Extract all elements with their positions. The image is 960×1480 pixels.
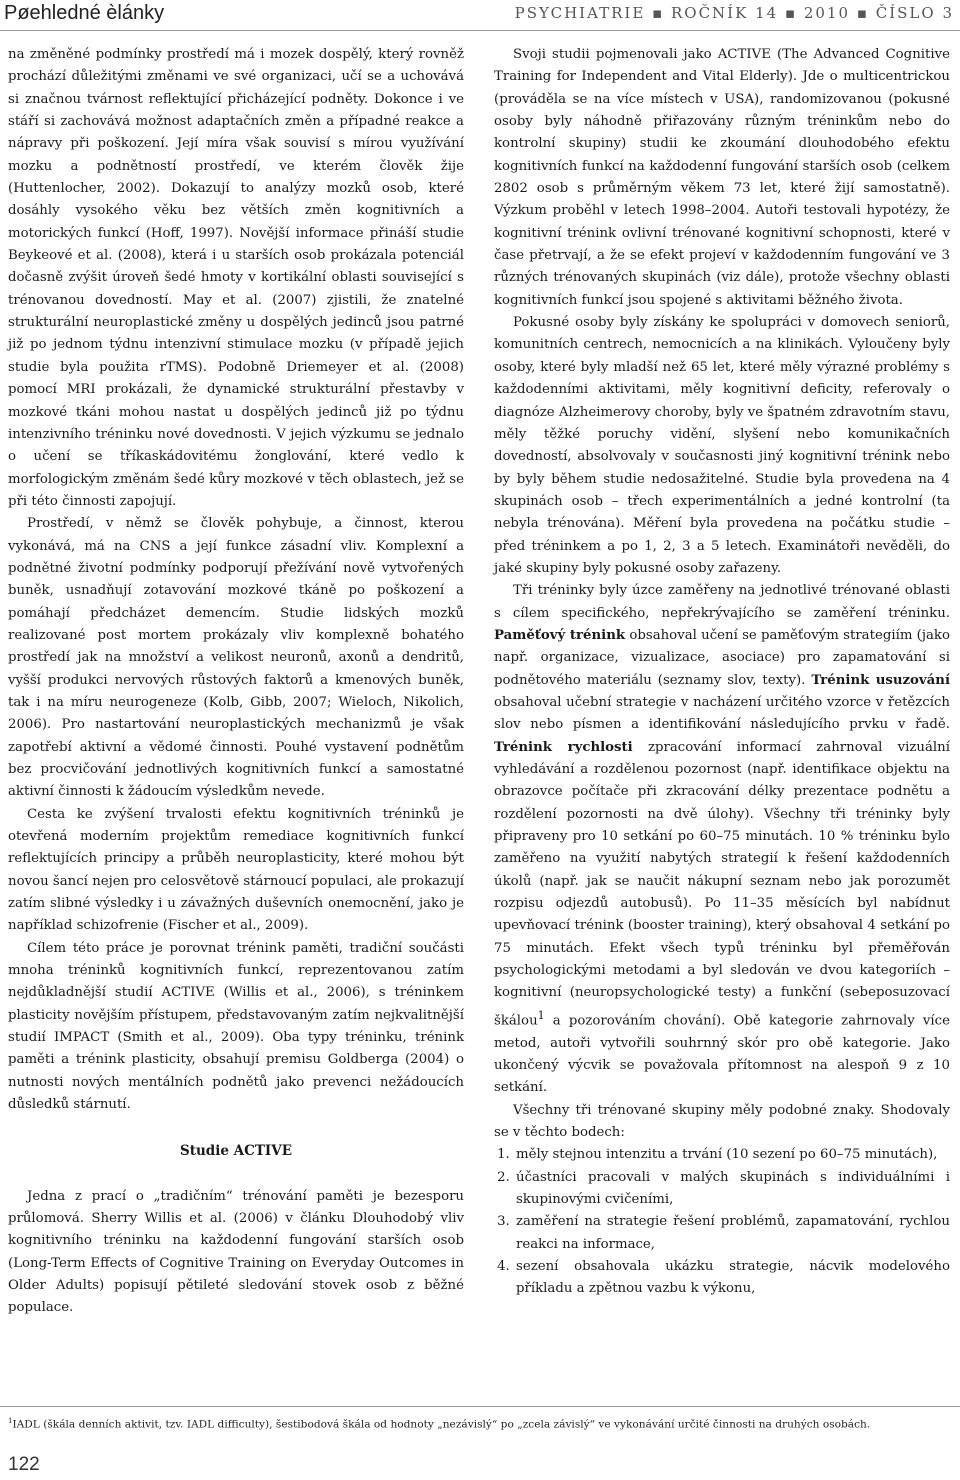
bold-term-reasoning-training: Trénink usuzování xyxy=(811,672,950,688)
page-number: 122 xyxy=(8,1454,40,1475)
right-paragraph-1: Svoji studii pojmenovali jako ACTIVE (The Advanced Cognitive Training for Independent and Vital Elderly). Jde o multicentrickou (prováděla se na více místech v USA), randomizovanou (pokusné osoby byly náhodně přiřazovány různým tréninkům nebo do kontrolní skupiny) studii ke zkoumání dlouhodobého efektu kognitivních funkcí na každodenní fungování starších osob (celkem 2802 osob s průměrným věkem 73 let, které žijí samostatně). Výzkum proběhl v letech 1998–2004. Autoři testovali hypotézy, že kognitivní trénink ovlivní trénované kognitivní schopnosti, které v čase přetrvají, a že se efekt projeví v každodenním fungování ve 3 různých trénovaných skupinách (viz dále), protože všechny oblasti kognitivních funkcí jsou spojené s aktivitami běžného života. xyxy=(494,47,950,308)
left-paragraph-2: Prostředí, v němž se člověk pohybuje, a činnost, kterou vykonává, má na CNS a její funkce zásadní vliv. Komplexní a podnětné životní podmínky podporují přežívání nově vytvořených buněk, usnadňují zotavování mozkové tkáně po poškození a pomáhají předcházet demencím. Studie lidských mozků realizované post mortem prokázaly vliv komplexně bohatého prostředí jak na množství a velikost neuronů, axonů a dendritů, vyšší produkci nervových růstových faktorů a kmenových buněk, tak i na míru neurogeneze (Kolb, Gibb, 2007; Wieloch, Nikolich, 2006). Pro nastartování neuroplastických mechanizmů je však zapotřebí aktivní a vědomé činnosti. Pouhé vystavení podnětům bez procvičování jednotlivých kognitivních funkcí a samostatné aktivní činnosti k žádoucím výsledkům nevede. xyxy=(8,516,464,800)
footnote xyxy=(8,1417,870,1431)
section-title: Pøehledné èlánky xyxy=(4,2,165,24)
text-span: obsahoval učební strategie v nacházení určitého vzorce v řetězcích slov nebo písmen a identifikování následujícího prvku v řadě. xyxy=(494,694,950,733)
left-paragraph-4: Cílem této práce je porovnat trénink paměti, tradiční součásti mnoha tréninků kognitivních funkcí, reprezentovanou zatím nejdůkladnější studií ACTIVE (Willis et al., 2006), s tréninkem plasticity novějším přístupem, představovaným zatím nejkvalitnější studií IMPACT (Smith et al., 2009). Oba typy tréninku, trénink paměti a trénink plasticity, obsahují premisu Goldberga (2004) o nutnosti nových mentálních podnětů jako prevenci nežádoucích důsledků stárnutí. xyxy=(8,940,464,1113)
list-item: 2. účastníci pracovali v malých skupinách s individuálními i skupinovými cvičeními, xyxy=(514,1167,950,1212)
footnote-marker: 1 xyxy=(537,1008,545,1022)
journal-info: PSYCHIATRIE ▪ ROČNÍK 14 ▪ 2010 ▪ ČÍSLO 3 xyxy=(514,4,954,22)
section-heading-active: Studie ACTIVE xyxy=(179,1142,292,1159)
footnote-divider xyxy=(0,1406,960,1407)
footnote-number: 1 xyxy=(8,1417,13,1425)
right-column xyxy=(494,44,950,1301)
right-paragraph-2: Pokusné osoby byly získány ke spolupráci v domovech seniorů, komunitních centrech, nemocnicích a na klinikách. Vyloučeny byly osoby, které byly mladší než 65 let, které měly výrazné problémy s každodenními aktivitami, měly kognitivní deficity, referovaly o diagnóze Alzheimerovy choroby, byly ve špatném zdravotním stavu, měly těžké poruchy vidění, slyšení nebo komunikačních dovedností, absolvovaly v současnosti jiný kognitivní trénink nebo by byly během studie nedosažitelné. Studie byla provedena na 4 skupinách osob – třech experimentálních a jedné kontrolní (ta nebyla trénována). Měření byla provedena na počátku studie – před tréninkem a po 1, 2, 3 a 5 letech. Examinátoři nevěděli, do jaké skupiny byly pokusné osoby zařazeny. xyxy=(494,315,950,576)
list-item: 4. sezení obsahovala ukázku strategie, nácvik modelového příkladu a zpětnou vazbu k výkonu, xyxy=(514,1256,950,1301)
right-paragraph-3 xyxy=(494,580,950,1099)
left-paragraph-5: Jedna z prací o „tradičním“ trénování paměti je bezesporu průlomová. Sherry Willis et al. (2006) v článku Dlouhodobý vliv kognitivního tréninku na každodenní fungování starších osob (Long-Term Effects of Cognitive Training on Everyday Outcomes in Older Adults) popisují pětileté sledování stovek osob z běžné populace. xyxy=(8,1188,464,1316)
right-paragraph-4: Všechny tři trénované skupiny měly podobné znaky. Shodovaly se v těchto bodech: xyxy=(494,1102,950,1140)
left-paragraph-1: na změněné podmínky prostředí má i mozek dospělý, který rovněž prochází důležitými změnami ve své organizaci, učí se a uchovává si značnou tvárnost reflektující přicházející podněty. Dokonce i ve stáří si zachovává možnost adaptačních změn a případné reakce a nápravy při poškození. Její míra však souvisí s mírou využívání mozku a podnětností prostředí, ve kterém člověk žije (Huttenlocher, 2002). Dokazují to analýzy mozků osob, které dosáhly vysokého věku bez větších změn kognitivních a motorických funkcí (Hoff, 1997). Novější informace přináší studie Beykeové et al. (2008), která i u starších osob prokázala potenciál dočasně zvýšit úroveň šedé hmoty v kortikální oblasti související s trénovanou dovedností. May et al. (2007) zjistili, že znatelné strukturální neuroplastické změny u dospělých jedinců jsou patrné již po jednom týdnu intenzivní stimulace mozku (v případě jejich studie byla použita rTMS). Podobně Driemeyer et al. (2008) pomocí MRI prokázali, že dynamické strukturální přestavby v mozkové tkáni mohou nastat u dospělých jedinců již po týdnu intenzivního tréninku nové dovednosti. V jejich výzkumu se jednalo o učení se tříkaskádovitému žonglování, které vedlo k morfologickým změnám šedé kůry mozkové v těch oblastech, jež se při této činnosti zapojují. xyxy=(8,47,464,509)
left-column xyxy=(8,44,464,1320)
footnote-text: IADL (škála denních aktivit, tzv. IADL difficulty), šestibodová škála od hodnoty „nezávislý“ po „zcela závislý“ ve vykonávání určité činnosti na druhých osobách. xyxy=(12,1418,871,1431)
list-item: 3. zaměření na strategie řešení problémů, zapamatování, rychlou reakci na informace, xyxy=(514,1211,950,1256)
list-item: 1. měly stejnou intenzitu a trvání (10 sezení po 60–75 minutách), xyxy=(514,1144,950,1166)
bold-term-speed-training: Trénink rychlosti xyxy=(494,739,633,755)
text-span: obsahoval učení se paměťovým strategiím (jako např. organizace, vizualizace, asociace) pro zapamatování si podnětového materiálu (seznamy slov, texty). xyxy=(494,627,950,688)
features-list xyxy=(494,1144,950,1300)
text-span: a pozorováním chování). Obě kategorie zahrnovaly více metod, autoři vytvořili souhrnný skór pro obě kategorie. Jako ukončený výcvik se považovala přítomnost na alespoň 9 z 10 setkání. xyxy=(494,1013,950,1096)
left-paragraph-3: Cesta ke zvýšení trvalosti efektu kognitivních tréninků je otevřená moderním projektům remediace kognitivních funkcí reflektujících principy a průběh neuroplasticity, které mohou být novou šancí nejen pro celosvětově stárnoucí populaci, ale prokazují zatím slibné výsledky i u závažných duševních onemocnění, jako je například schizofrenie (Fischer et al., 2009). xyxy=(8,806,464,934)
page-header xyxy=(0,0,960,31)
text-span: zpracování informací zahrnoval vizuální vyhledávání a rozdělenou pozornost (např. identifikace objektu na obrazovce počítače při zkracování délky prezentace podnětu a rozdělení pozornosti na dvě úlohy). Všechny tři tréninky byly připraveny pro 10 setkání po 60–75 minutách. 10 % tréninku bylo zaměřeno na využití nabytých strategií k řešení každodenních úkolů (např. jak se naučit nákupní seznam nebo jak porozumět rozpisu odjezdů autobusů). Po 11–35 měsících byl nabídnut upevňovací trénink (booster training), který obsahoval 4 setkání po 75 minutách. Efekt všech typů tréninku byl přeměřován psychologickými metodami a byl sledován ve dvou kategoriích – kognitivní (neuropsychologické testy) a funkční (sebeposuzovací škálou xyxy=(494,739,950,1029)
bold-term-memory-training: Paměťový trénink xyxy=(494,627,626,643)
text-span: Tři tréninky byly úzce zaměřeny na jednotlivé trénované oblasti s cílem specifického, nepřekrývajícího se zaměření tréninku. xyxy=(494,583,950,621)
